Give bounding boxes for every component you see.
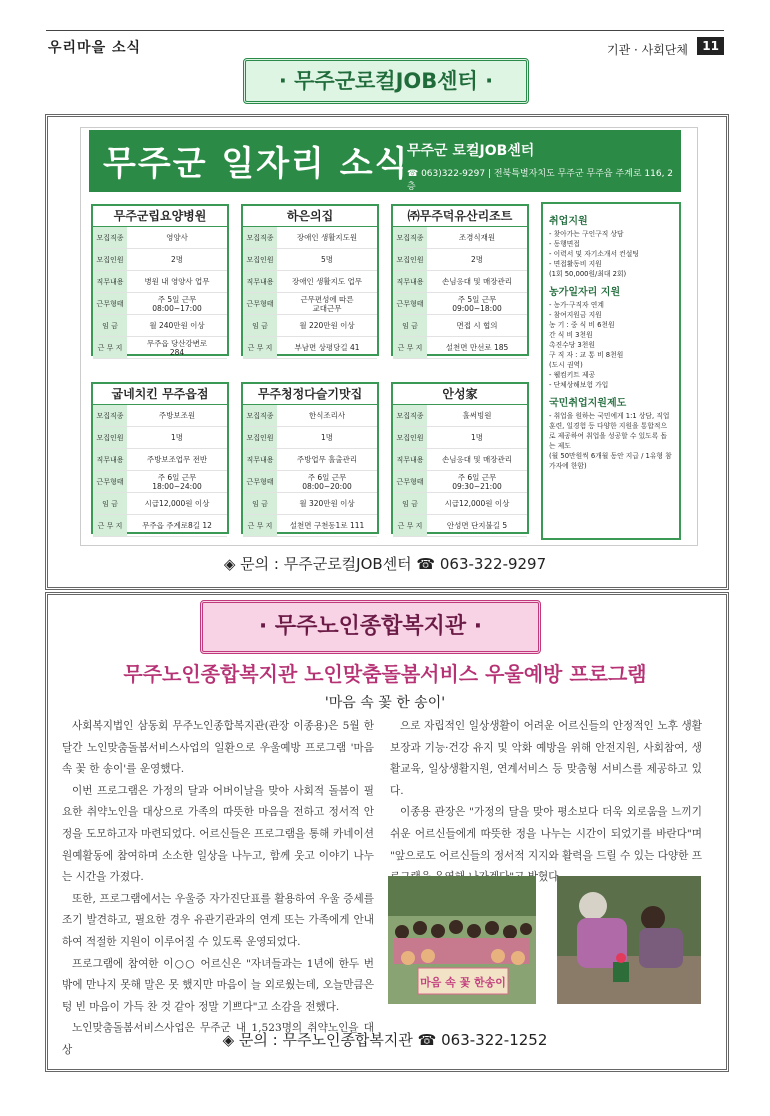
job-card-row <box>243 493 377 515</box>
job-card-label: 근 무 지 <box>243 337 277 358</box>
job-card-label: 모집직종 <box>243 405 277 426</box>
job-card <box>241 204 379 356</box>
job-card-value: 홀써빙원 <box>462 411 492 420</box>
job-card-value: 설천면 구천동1로 111 <box>289 521 365 530</box>
job-card-label: 임 금 <box>243 315 277 336</box>
job-card-label: 모집인원 <box>93 427 127 448</box>
paragraph: 노인맞춤돌봄서비스사업은 무주군 내 1,523명의 취약노인을 대상 <box>62 1022 374 1056</box>
job-card-label: 근무형태 <box>393 293 427 314</box>
job-card-row <box>93 337 227 359</box>
job-card-row <box>93 449 227 471</box>
job-card-value: 주 6일 근무 18:00~24:00 <box>152 472 202 491</box>
job-card-label: 직무내용 <box>243 271 277 292</box>
job-card-row <box>393 249 527 271</box>
article-column-right <box>390 716 702 889</box>
job-card-label: 근 무 지 <box>93 337 127 358</box>
job-card-row <box>243 515 377 537</box>
job-card-value: 주방보조업무 전반 <box>146 455 208 464</box>
job-card-row <box>393 293 527 315</box>
job-card <box>91 204 229 356</box>
section-tag: 기관 · 사회단체 <box>607 43 688 57</box>
job-card-label: 직무내용 <box>393 449 427 470</box>
job-card-value: 부남면 상평당길 41 <box>294 343 360 352</box>
job-card-label: 근무형태 <box>393 471 427 492</box>
newsletter-logo: 우리마을 소식 <box>48 40 142 56</box>
job-card-row <box>243 271 377 293</box>
job-card-value: 안성면 단지불길 5 <box>446 521 508 530</box>
job-card-row <box>93 405 227 427</box>
article-subtitle: '마음 속 꽃 한 송이' <box>324 695 446 711</box>
paragraph: 으로 자립적인 일상생활이 어려운 어르신들의 안정적인 노후 생활 보장과 기능·건강 유지 및 악화 예방을 위해 안전지원, 사회참여, 생활교육, 일상생활지원, 연계서비스 등 맞춤형 서비스를 제공하고 있다. <box>390 720 702 797</box>
job-card-label: 직무내용 <box>393 271 427 292</box>
job-card-row <box>393 315 527 337</box>
job-card-value: 시급12,000원 이상 <box>144 499 210 508</box>
job-card-label: 임 금 <box>93 493 127 514</box>
job-card-row <box>243 293 377 315</box>
job-card-row <box>243 337 377 359</box>
support-text: - 농가·구직자 연계 - 참여지원금 지원 농 기 : 중 식 비 6천원 간 식 비 3천원 촉진수당 3천원 구 직 자 : 교 통 비 8천원 (도시 권역) - 웰컴키트 제공 - 단체상해보험 가입 <box>549 301 624 389</box>
job-card-label: 근무형태 <box>93 471 127 492</box>
job-card-value: 1명 <box>470 433 484 442</box>
job-card-label: 모집인원 <box>243 249 277 270</box>
support-heading: 국민취업지원제도 <box>549 398 627 409</box>
job-card-value: 조경식재원 <box>458 233 496 242</box>
job-card-label: 임 금 <box>243 493 277 514</box>
job-card-label: 근 무 지 <box>93 515 127 536</box>
job-card-value: 손님응대 및 매장관리 <box>442 277 512 286</box>
job-card-row <box>243 405 377 427</box>
job-card-value: 장애인 생활지도 업무 <box>292 277 362 286</box>
job-card-row <box>393 337 527 359</box>
paragraph: 또한, 프로그램에서는 우울증 자가진단표를 활용하여 우울 증세를 조기 발견하고, 필요한 경우 유관기관과의 연계 또는 가족에게 안내하여 적절한 지원이 이루어질 수 있도록 운영되었다. <box>62 892 374 948</box>
job-card-label: 모집직종 <box>243 227 277 248</box>
job-card-value: 손님응대 및 매장관리 <box>442 455 512 464</box>
job-card-row <box>93 315 227 337</box>
banner-center-name: 무주군 로컬JOB센터 <box>407 143 535 159</box>
paragraph: 이번 프로그램은 가정의 달과 어버이날을 맞아 사회적 돌봄이 필요한 취약노인을 대상으로 가족의 따뜻한 마음을 전하고 정서적 안정을 도모하고자 마련되었다. 어르신들은 프로그램을 통해 카네이션 원예활동에 참여하며 소소한 일상을 나누고, 함께 웃고 이야기 나누는 시간을 가졌다. <box>62 784 374 884</box>
paragraph: 프로그램에 참여한 이○○ 어르신은 "자녀들과는 1년에 한두 번 밖에 만나지 못해 말은 못 했지만 마음이 늘 외로웠는데, 오늘만큼은 텅 빈 마음이 가득 찬 것 같아 정말 기쁘다"고 소감을 전했다. <box>62 957 374 1013</box>
job-card-row <box>93 271 227 293</box>
support-heading: 농가일자리 지원 <box>549 287 621 298</box>
job-card-row <box>393 405 527 427</box>
job-card-row <box>243 315 377 337</box>
job-card-value: 한식조리사 <box>308 411 346 420</box>
job-card-label: 근 무 지 <box>393 515 427 536</box>
job-card-label: 근무형태 <box>243 471 277 492</box>
planting-photo <box>557 876 701 1004</box>
group-photo <box>388 876 536 1004</box>
job-card-row <box>393 493 527 515</box>
job-card-employer: ㈜무주덕유산리조트 <box>393 206 527 227</box>
job-card-label: 직무내용 <box>93 449 127 470</box>
welfare-inquiry: ◈ 문의 : 무주노인종합복지관 ☎ 063-322-1252 <box>222 1031 548 1049</box>
page-number: 11 <box>697 37 724 55</box>
page-header <box>46 30 724 61</box>
job-card-label: 모집인원 <box>393 249 427 270</box>
job-banner <box>89 130 681 192</box>
article-headline: 무주노인종합복지관 노인맞춤돌봄서비스 우울예방 프로그램 <box>123 662 647 686</box>
job-card-employer: 무주청정다슬기맛집 <box>243 384 377 405</box>
job-card-value: 5명 <box>320 255 334 264</box>
job-card-value: 월 320만원 이상 <box>299 499 355 508</box>
job-card-row <box>243 227 377 249</box>
job-card-value: 2명 <box>170 255 184 264</box>
job-card-value: 병원 내 영양사 업무 <box>144 277 210 286</box>
job-card-row <box>393 515 527 537</box>
banner-contact: ☎ 063)322-9297 | 전북특별자치도 무주군 무주읍 주계로 116, 2층 <box>407 169 674 192</box>
job-card-label: 근 무 지 <box>393 337 427 358</box>
job-card-label: 임 금 <box>393 315 427 336</box>
job-card-value: 무주읍 당산강변로 284 <box>146 338 208 357</box>
support-heading: 취업지원 <box>549 216 588 227</box>
job-card-label: 직무내용 <box>243 449 277 470</box>
job-card <box>91 382 229 534</box>
job-card-row <box>393 427 527 449</box>
job-card-row <box>393 449 527 471</box>
job-card-employer: 굽네치킨 무주읍점 <box>93 384 227 405</box>
job-card-row <box>393 471 527 493</box>
job-card-row <box>93 249 227 271</box>
job-card-value: 시급12,000원 이상 <box>444 499 510 508</box>
job-card-label: 모집직종 <box>93 227 127 248</box>
job-card-value: 1명 <box>170 433 184 442</box>
support-text: - 찾아가는 구인구직 상담 - 동행면접 - 이력서 및 자기소개서 컨설팅 - 면접활동비 지원 (1회 50,000원/최대 2회) <box>549 230 639 278</box>
job-card-label: 근무형태 <box>243 293 277 314</box>
paragraph: 이종용 관장은 "가정의 달을 맞아 평소보다 더욱 외로움을 느끼기 쉬운 어르신들에게 따뜻한 정을 나누는 시간이 되었기를 바란다"며 "앞으로도 어르신들의 정서적 지지와 활력을 드릴 수 있는 다양한 프 밝혔다. <box>390 806 702 884</box>
job-card-row <box>93 493 227 515</box>
job-card-value: 2명 <box>470 255 484 264</box>
job-card-value: 1명 <box>320 433 334 442</box>
job-card-row <box>393 271 527 293</box>
job-card-value: 설천면 만선로 185 <box>445 343 509 352</box>
job-inquiry: ◈ 문의 : 무주군로컬JOB센터 ☎ 063-322-9297 <box>223 555 547 573</box>
job-card-value: 무주읍 주계로8길 12 <box>142 521 212 530</box>
job-card-value: 장애인 생활지도원 <box>296 233 358 242</box>
job-card-row <box>93 227 227 249</box>
job-card-row <box>243 449 377 471</box>
job-card-value: 주방보조원 <box>158 411 196 420</box>
job-card-employer: 무주군립요양병원 <box>93 206 227 227</box>
job-card-row <box>93 293 227 315</box>
paragraph: 사회복지법인 삼동회 무주노인종합복지관(관장 이종용)은 5월 한 달간 노인맞춤돌봄서비스사업의 일환으로 우울예방 프로그램 '마음 속 꽃 한 송이'를 운영했다. <box>62 720 374 776</box>
job-card-label: 임 금 <box>93 315 127 336</box>
job-card <box>241 382 379 534</box>
job-card-value: 주 6일 근무 09:30~21:00 <box>452 472 502 491</box>
job-card-label: 근무형태 <box>93 293 127 314</box>
job-card-value: 주방업무 홀출관리 <box>296 455 358 464</box>
article-column-left <box>62 716 374 1062</box>
job-card-value: 면접 시 협의 <box>456 321 498 330</box>
job-card-label: 모집직종 <box>93 405 127 426</box>
job-board <box>80 127 698 546</box>
photo-banner-text: 마음 속 꽃 한송이 <box>420 976 506 989</box>
welfare-section-title: · 무주노인종합복지관 · <box>200 600 541 654</box>
job-card-employer: 하은의집 <box>243 206 377 227</box>
job-card-row <box>93 515 227 537</box>
job-card-label: 모집인원 <box>93 249 127 270</box>
job-card-label: 모집직종 <box>393 405 427 426</box>
job-card-value: 영양사 <box>166 233 188 242</box>
job-card-row <box>243 427 377 449</box>
banner-main-title: 무주군 일자리 소식 <box>103 144 410 184</box>
support-panel <box>541 202 681 540</box>
job-card-value: 주 5일 근무 08:00~17:00 <box>152 294 202 313</box>
job-card-row <box>243 471 377 493</box>
job-card-label: 모집인원 <box>243 427 277 448</box>
job-card-row <box>93 427 227 449</box>
job-card-label: 근 무 지 <box>243 515 277 536</box>
job-card-label: 모집인원 <box>393 427 427 448</box>
job-card-row <box>93 471 227 493</box>
job-card <box>391 204 529 356</box>
job-card-row <box>393 227 527 249</box>
job-card-value: 근무편성에 따른 교대근무 <box>300 294 354 313</box>
job-card-value: 월 240만원 이상 <box>149 321 205 330</box>
support-text: - 취업을 원하는 국민에게 1:1 상담, 직업훈련, 일경험 등 다양한 지원을 통합적으로 제공하여 취업을 성공할 수 있도록 돕는 제도 (월 50만원씩 6개월 동안 지급 / 1유형 참가자에 한함) <box>549 412 672 470</box>
job-card-label: 직무내용 <box>93 271 127 292</box>
job-card-value: 주 5일 근무 09:00~18:00 <box>452 294 502 313</box>
job-card-value: 월 220만원 이상 <box>299 321 355 330</box>
job-card-label: 임 금 <box>393 493 427 514</box>
job-card-label: 모집직종 <box>393 227 427 248</box>
job-card-row <box>243 249 377 271</box>
job-section-title: · 무주군로컬JOB센터 · <box>243 58 529 104</box>
job-card-value: 주 6일 근무 08:00~20:00 <box>302 472 352 491</box>
job-card-employer: 안성家 <box>393 384 527 405</box>
job-card <box>391 382 529 534</box>
